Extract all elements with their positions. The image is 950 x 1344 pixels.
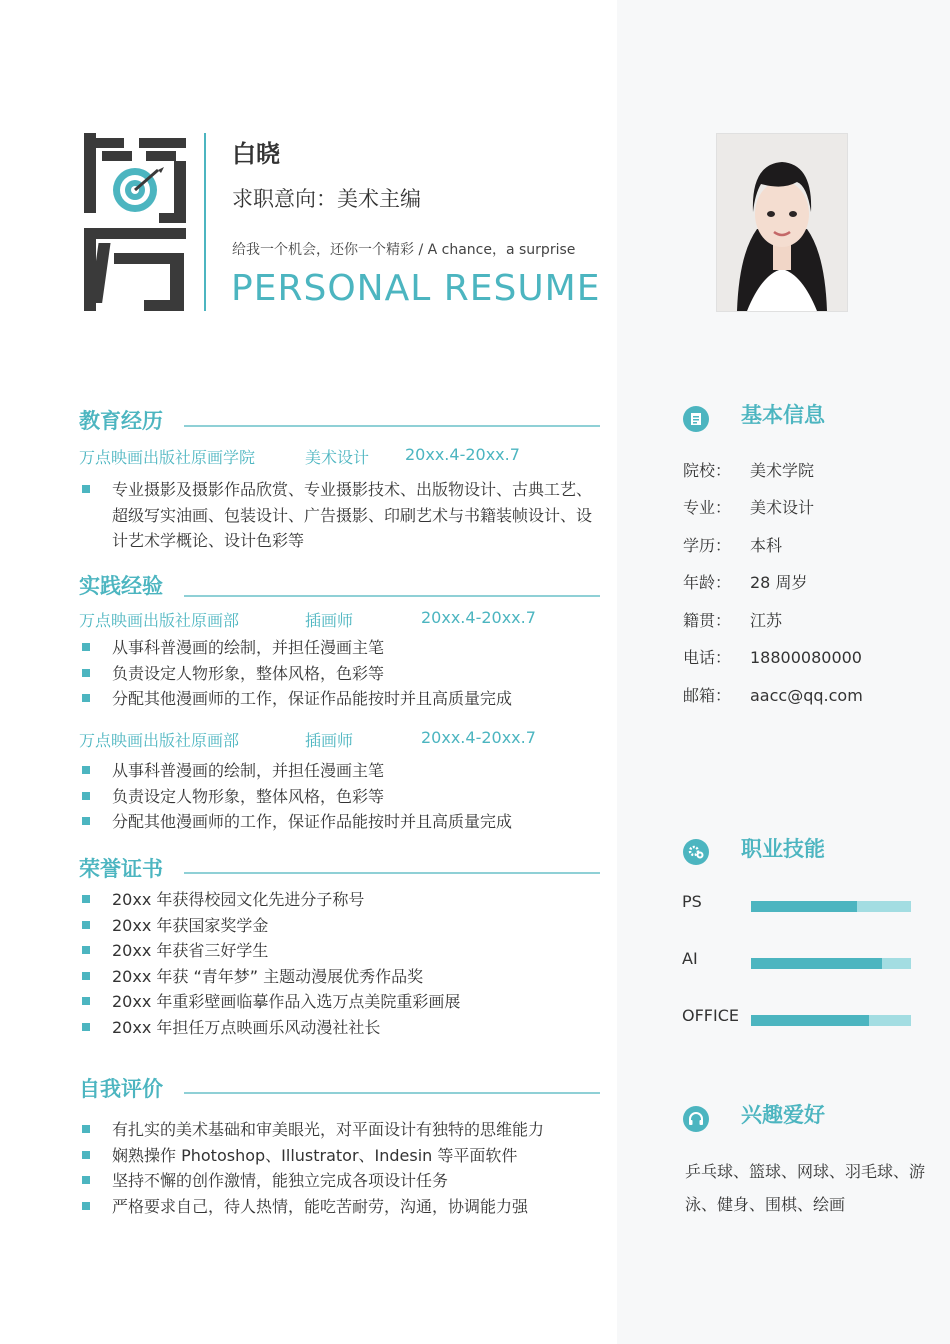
job-duties-list: [80, 635, 600, 712]
list-item: 从事科普漫画的绘制，并担任漫画主笔: [80, 758, 600, 784]
info-value: aacc@qq.com: [750, 686, 863, 705]
education-period: 20xx.4-20xx.7: [405, 445, 520, 464]
list-item: 分配其他漫画师的工作，保证作品能按时并且高质量完成: [80, 809, 600, 835]
skill-bar: [751, 958, 911, 969]
honors-title: 荣誉证书: [79, 857, 163, 881]
honors-list: [80, 887, 600, 1040]
info-label: 年龄：: [683, 573, 732, 592]
skill-bar: [751, 1015, 911, 1026]
hobbies-title: 兴趣爱好: [741, 1103, 825, 1127]
skill-bar-fill: [751, 958, 882, 969]
company-name: 万点映画出版社原画部: [79, 731, 240, 750]
job-period: 20xx.4-20xx.7: [421, 608, 536, 627]
info-value: 美术设计: [750, 498, 815, 517]
info-row-major: [683, 495, 814, 518]
skill-bar-fill: [751, 901, 857, 912]
info-row-school: [683, 458, 814, 481]
profile-photo: [716, 133, 848, 312]
info-label: 电话：: [683, 648, 732, 667]
job-intent-label: 求职意向：: [232, 187, 337, 211]
info-value: 18800080000: [750, 648, 862, 667]
list-item: 专业摄影及摄影作品欣赏、专业摄影技术、出版物设计、古典工艺、超级写实油画、包装设计、广告摄影、印刷艺术与书籍装帧设计、设计艺术学概论、设计色彩等: [80, 477, 600, 554]
basic-info-title: 基本信息: [741, 403, 825, 427]
skills-title: 职业技能: [741, 837, 825, 861]
job-intent-value: 美术主编: [337, 187, 421, 211]
list-item: 分配其他漫画师的工作，保证作品能按时并且高质量完成: [80, 686, 600, 712]
job-duties-list: [80, 758, 600, 835]
education-list: [80, 477, 600, 554]
info-row-age: [683, 570, 807, 593]
list-item: 20xx 年获省三好学生: [80, 938, 600, 964]
target-icon: [113, 167, 164, 212]
headphones-icon: [683, 1106, 709, 1132]
info-value: 本科: [750, 536, 783, 555]
self-eval-title: 自我评价: [79, 1077, 163, 1101]
list-item: 坚持不懈的创作激情，能独立完成各项设计任务: [80, 1168, 600, 1194]
honors-rule: [184, 872, 600, 874]
practice-title: 实践经验: [79, 574, 163, 598]
education-title: 教育经历: [79, 409, 163, 433]
skill-name: OFFICE: [682, 1006, 739, 1025]
info-label: 籍贯：: [683, 611, 732, 630]
major-name: 美术设计: [305, 448, 370, 467]
education-rule: [184, 425, 600, 427]
list-item: 负责设定人物形象，整体风格，色彩等: [80, 661, 600, 687]
info-label: 邮箱：: [683, 686, 732, 705]
job-header: [79, 728, 599, 750]
job-header: [79, 608, 599, 630]
info-row-degree: [683, 533, 782, 556]
self-eval-list: [80, 1117, 600, 1219]
education-header: [79, 445, 599, 467]
resume-logo: [84, 133, 186, 311]
list-item: 有扎实的美术基础和审美眼光，对平面设计有独特的思维能力: [80, 1117, 600, 1143]
skill-bar: [751, 901, 911, 912]
job-intent: [232, 183, 421, 213]
slogan: 给我一个机会，还你一个精彩 / A chance，a surprise: [232, 242, 576, 258]
info-row-email: [683, 683, 863, 706]
list-item: 20xx 年获得校园文化先进分子称号: [80, 887, 600, 913]
resume-title-en: PERSONAL RESUME: [231, 268, 601, 309]
list-item: 20xx 年获 “青年梦” 主题动漫展优秀作品奖: [80, 964, 600, 990]
info-value: 美术学院: [750, 461, 815, 480]
hobbies-text: 乒乓球、篮球、网球、羽毛球、游泳、健身、围棋、绘画: [685, 1162, 926, 1214]
info-row-hometown: [683, 608, 782, 631]
list-item: 从事科普漫画的绘制，并担任漫画主笔: [80, 635, 600, 661]
skill-name: PS: [682, 892, 702, 911]
info-label: 专业：: [683, 498, 732, 517]
school-name: 万点映画出版社原画学院: [79, 448, 256, 467]
job-role: 插画师: [305, 731, 354, 750]
info-label: 学历：: [683, 536, 732, 555]
info-value: 江苏: [750, 611, 783, 630]
list-item: 严格要求自己，待人热情，能吃苦耐劳，沟通，协调能力强: [80, 1194, 600, 1220]
list-item: 负责设定人物形象，整体风格，色彩等: [80, 784, 600, 810]
list-item: 20xx 年重彩壁画临摹作品入选万点美院重彩画展: [80, 989, 600, 1015]
practice-rule: [184, 595, 600, 597]
info-row-phone: [683, 645, 862, 668]
skill-name: AI: [682, 949, 698, 968]
info-label: 院校：: [683, 461, 732, 480]
list-item: 20xx 年获国家奖学金: [80, 913, 600, 939]
self-eval-rule: [184, 1092, 600, 1094]
list-item: 20xx 年担任万点映画乐风动漫社社长: [80, 1015, 600, 1041]
job-period: 20xx.4-20xx.7: [421, 728, 536, 747]
gear-icon: [683, 839, 709, 865]
company-name: 万点映画出版社原画部: [79, 611, 240, 630]
document-icon: [683, 406, 709, 432]
candidate-name: 白晓: [232, 140, 280, 168]
list-item: 娴熟操作 Photoshop、Illustrator、Indesin 等平面软件: [80, 1143, 600, 1169]
skill-bar-fill: [751, 1015, 869, 1026]
job-role: 插画师: [305, 611, 354, 630]
info-value: 28 周岁: [750, 573, 808, 592]
header-divider: [204, 133, 206, 311]
